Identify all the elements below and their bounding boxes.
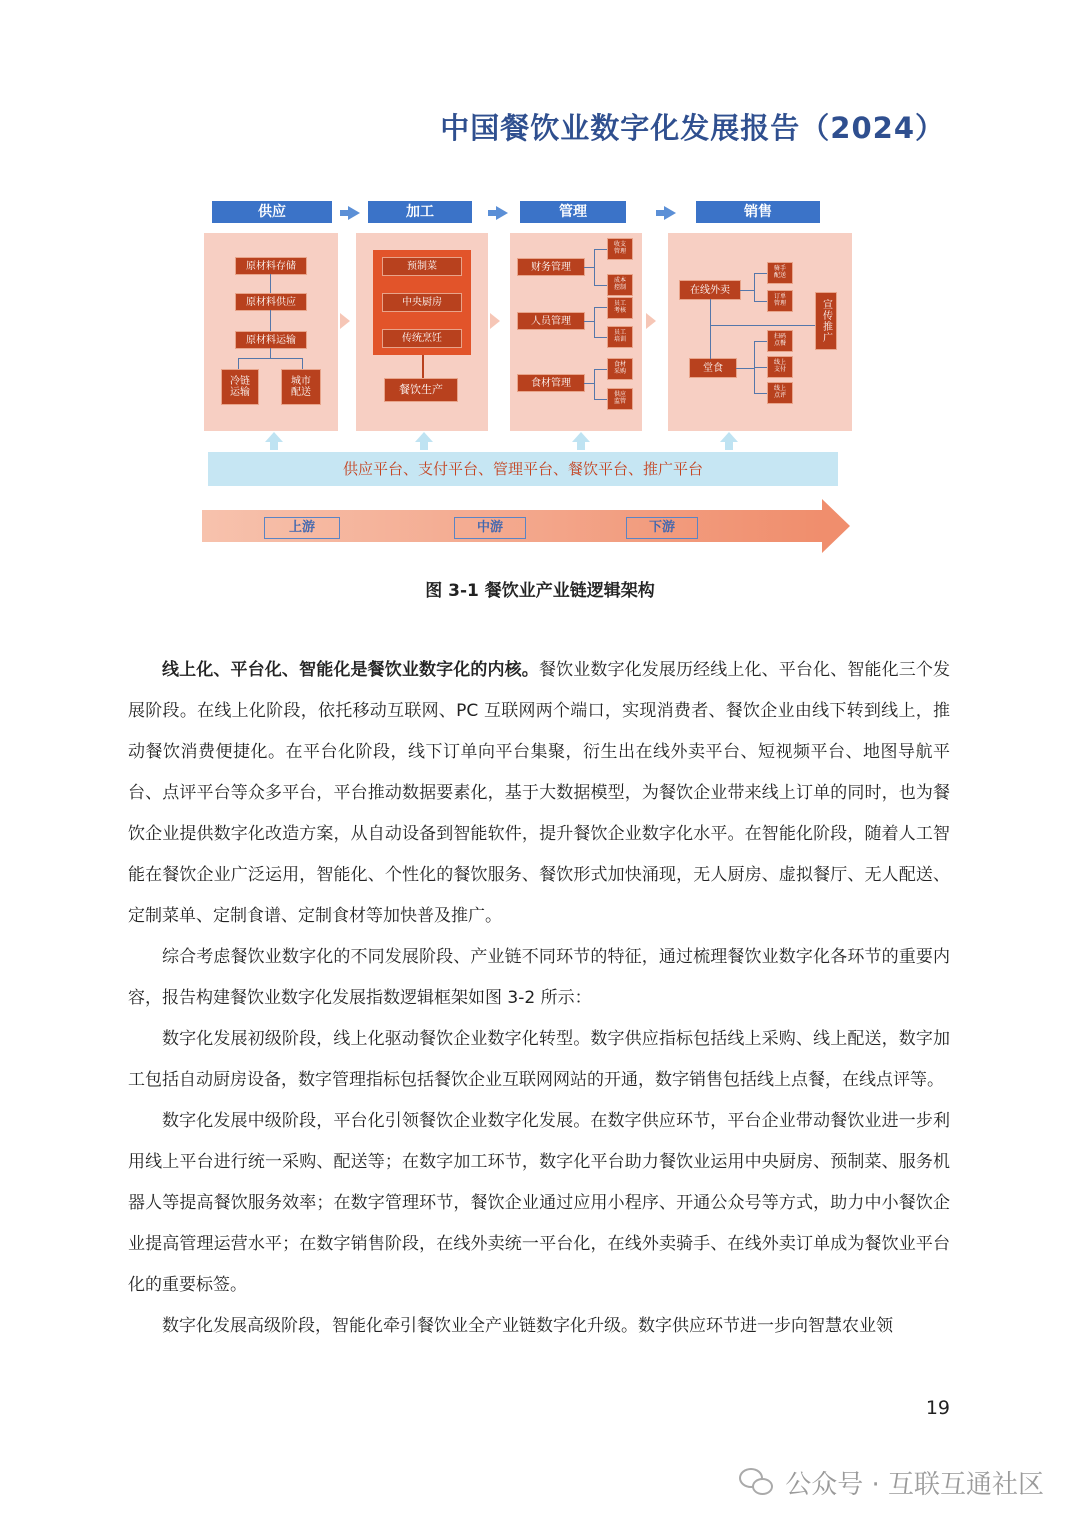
connector bbox=[754, 367, 768, 368]
stage-header-sales: 销售 bbox=[696, 201, 820, 223]
platform-bar: 供应平台、支付平台、管理平台、餐饮平台、推广平台 bbox=[208, 452, 838, 486]
connector bbox=[754, 393, 768, 394]
paragraph: 数字化发展中级阶段，平台化引领餐饮企业数字化发展。在数字供应环节，平台企业带动餐饮业进一步利用线上平台进行统一采购、配送等；在数字加工环节，数字化平台助力餐饮业运用中央厨房、预制菜、服务机器人等提高餐饮服务效率；在数字管理环节，餐饮企业通过应用小程序、开通公众号等方式，助力中小餐饮企业提高管理运营水平；在数字销售阶段，在线外卖统一平台化，在线外卖骑手、在线外卖订单成为餐饮业平台化的重要标签。 bbox=[128, 1111, 950, 1295]
stage-header-processing: 加工 bbox=[368, 201, 472, 223]
node-staff-mgmt: 人员管理 bbox=[518, 313, 584, 329]
flow-label-downstream: 下游 bbox=[626, 517, 698, 539]
paragraph: 数字化发展高级阶段，智能化牵引餐饮业全产业链数字化升级。数字供应环节进一步向智慧农业领 bbox=[162, 1316, 893, 1336]
connector bbox=[740, 290, 754, 291]
connector bbox=[594, 369, 595, 399]
node-online-delivery: 在线外卖 bbox=[680, 281, 740, 299]
connector bbox=[594, 285, 608, 286]
connector bbox=[584, 383, 594, 384]
node-raw-storage: 原材料存储 bbox=[236, 258, 306, 274]
connector bbox=[594, 249, 595, 285]
flow-label-upstream: 上游 bbox=[264, 517, 340, 539]
stage-arrow bbox=[348, 206, 360, 220]
node-dine-in: 堂食 bbox=[690, 359, 736, 377]
figure-caption: 图 3-1 餐饮业产业链逻辑架构 bbox=[425, 581, 655, 601]
sales-panel bbox=[668, 233, 852, 431]
connector bbox=[594, 337, 608, 338]
paragraph bbox=[128, 650, 950, 937]
connector bbox=[584, 267, 594, 268]
node-ingredient-purchase: 食材 采购 bbox=[608, 359, 632, 379]
node-traditional-cooking: 传统烹饪 bbox=[383, 330, 461, 347]
watermark bbox=[739, 1462, 1044, 1502]
paragraph: 数字化发展初级阶段，线上化驱动餐饮企业数字化转型。数字供应指标包括线上采购、线上配送，数字加工包括自动厨房设备，数字管理指标包括餐饮企业互联网网站的开通，数字销售包括线上点餐，在线点评等。 bbox=[128, 1029, 950, 1090]
up-arrow bbox=[265, 432, 283, 442]
connector bbox=[594, 369, 608, 370]
stage-arrow bbox=[664, 206, 676, 220]
connector bbox=[754, 341, 768, 342]
node-raw-transport: 原材料运输 bbox=[236, 332, 306, 348]
page-number: 19 bbox=[925, 1397, 950, 1419]
panel-arrow bbox=[490, 313, 500, 329]
panel-arrow bbox=[340, 313, 350, 329]
connector bbox=[754, 301, 768, 302]
panel-arrow bbox=[646, 313, 656, 329]
up-arrow bbox=[572, 432, 590, 442]
connector bbox=[710, 299, 711, 359]
node-rider-delivery: 骑手 配送 bbox=[768, 263, 792, 283]
connector bbox=[736, 368, 754, 369]
connector bbox=[594, 399, 608, 400]
connector bbox=[270, 274, 271, 294]
watermark-text: 公众号 · 互联互通社区 bbox=[785, 1469, 1044, 1500]
connector bbox=[754, 273, 755, 301]
node-finance-mgmt: 财务管理 bbox=[518, 259, 584, 275]
node-promotion: 宣传推广 bbox=[816, 293, 836, 349]
connector bbox=[238, 358, 239, 370]
connector bbox=[422, 355, 424, 379]
connector bbox=[270, 348, 271, 358]
node-central-kitchen: 中央厨房 bbox=[383, 294, 461, 311]
connector bbox=[710, 325, 815, 326]
node-online-review: 线上 点评 bbox=[768, 383, 792, 403]
paragraph: 综合考虑餐饮业数字化的不同发展阶段、产业链不同环节的特征，通过梳理餐饮业数字化各环节的重要内容，报告构建餐饮业数字化发展指数逻辑框架如图 3-2 所示： bbox=[128, 947, 950, 1008]
body-text bbox=[128, 650, 950, 1347]
node-cost-control: 成本 控制 bbox=[608, 275, 632, 295]
stage-arrow bbox=[496, 206, 508, 220]
stage-header-management: 管理 bbox=[520, 201, 626, 223]
up-arrow bbox=[415, 432, 433, 442]
node-income-expense: 收支 管理 bbox=[608, 239, 632, 259]
node-order-mgmt: 订单 管理 bbox=[768, 291, 792, 311]
stage-header-supply: 供应 bbox=[212, 201, 332, 223]
paragraph-lead: 线上化、平台化、智能化是餐饮业数字化的内核。 bbox=[162, 660, 539, 680]
node-cold-chain: 冷链 运输 bbox=[222, 370, 258, 404]
report-title: 中国餐饮业数字化发展报告（2024） bbox=[440, 111, 945, 145]
management-panel bbox=[510, 233, 642, 431]
node-ingredient-mgmt: 食材管理 bbox=[518, 375, 584, 391]
connector bbox=[754, 273, 768, 274]
flow-label-midstream: 中游 bbox=[454, 517, 526, 539]
wechat-icon bbox=[739, 1468, 773, 1496]
connector bbox=[270, 310, 271, 332]
processing-panel bbox=[356, 233, 488, 431]
node-food-production: 餐饮生产 bbox=[385, 379, 457, 401]
node-staff-review: 员工 考核 bbox=[608, 298, 632, 318]
supply-panel bbox=[204, 233, 338, 431]
node-online-pay: 线上 支付 bbox=[768, 357, 792, 377]
paragraph-text: 餐饮业数字化发展历经线上化、平台化、智能化三个发展阶段。在线上化阶段，依托移动互联网、PC 互联网两个端口，实现消费者、餐饮企业由线下转到线上，推动餐饮消费便捷化。在平台化阶段，线下订单向平台集聚，衍生出在线外卖平台、短视频平台、地图导航平台、点评平台等众多平台，平台推动数据要素化，基于大数据模型，为餐饮企业带来线上订单的同时，也为餐饮企业提供数字化改造方案，从自动设备到智能软件，提升餐饮企业数字化水平。在智能化阶段，随着人工智能在餐饮企业广泛运用，智能化、个性化的餐饮服务、餐饮形式加快涌现，无人厨房、虚拟餐厅、无人配送、定制菜单、定制食谱、定制食材等加快普及推广。 bbox=[128, 660, 951, 926]
node-city-delivery: 城市 配送 bbox=[282, 370, 320, 404]
industry-chain-diagram bbox=[198, 195, 858, 565]
connector bbox=[594, 307, 608, 308]
node-staff-training: 员工 培训 bbox=[608, 327, 632, 347]
node-scan-order: 扫码 点餐 bbox=[768, 331, 792, 351]
connector bbox=[302, 358, 303, 370]
node-prepared-food: 预制菜 bbox=[383, 258, 461, 275]
node-raw-supply: 原材料供应 bbox=[236, 294, 306, 310]
connector bbox=[594, 249, 608, 250]
connector bbox=[584, 321, 594, 322]
up-arrow bbox=[720, 432, 738, 442]
flow-arrow-head bbox=[822, 499, 850, 553]
node-supply-supervision: 供应 监管 bbox=[608, 389, 632, 409]
connector bbox=[238, 358, 302, 359]
connector bbox=[594, 307, 595, 337]
